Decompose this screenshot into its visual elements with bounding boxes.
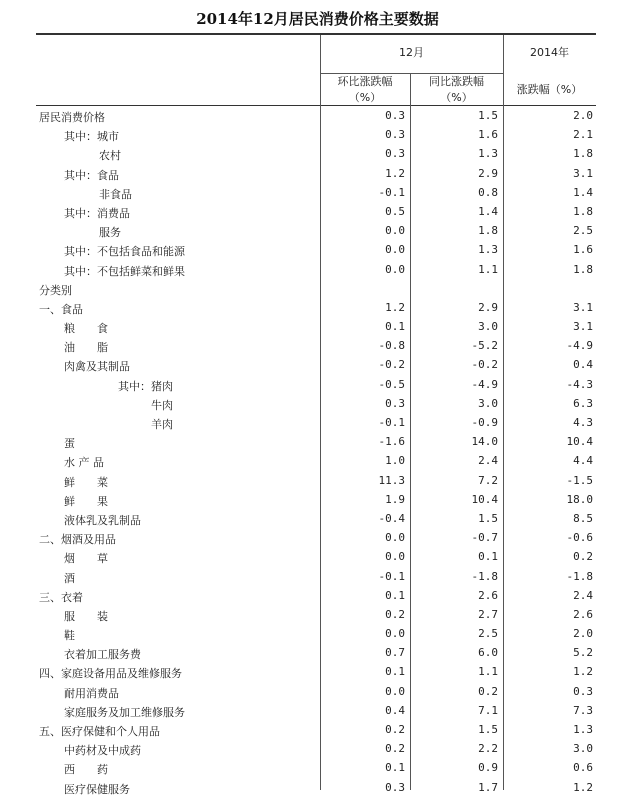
cell-yoy: 0.2	[478, 684, 498, 698]
cell-year: 6.3	[573, 396, 593, 410]
table-top-rule	[36, 33, 596, 35]
cell-year: 2.1	[573, 128, 593, 142]
header-yoy-unit: （%）	[440, 91, 473, 104]
cell-year: -4.3	[566, 377, 593, 391]
row-label: 粮 食	[64, 322, 108, 336]
row-label: 其中：猪肉	[118, 379, 173, 393]
cell-mom: 0.1	[385, 761, 405, 775]
header-mom-label: 环比涨跌幅	[337, 75, 393, 88]
row-label: 中药材及中成药	[64, 744, 141, 758]
cell-year: 5.2	[573, 646, 593, 660]
cell-yoy: 0.8	[478, 185, 498, 199]
table-row	[36, 548, 596, 567]
header-bottom-rule	[36, 105, 596, 106]
cell-year: 1.8	[573, 147, 593, 161]
cell-yoy: 2.2	[478, 742, 498, 756]
cell-year: 2.4	[573, 588, 593, 602]
cell-yoy: 10.4	[471, 492, 498, 506]
table-row	[36, 683, 596, 702]
row-label: 四、家庭设备用品及维修服务	[39, 667, 182, 681]
table-row	[36, 395, 596, 414]
cell-yoy: 7.2	[478, 473, 498, 487]
row-label: 牛肉	[118, 398, 173, 412]
row-label: 液体乳及乳制品	[64, 513, 141, 527]
table-row	[36, 165, 596, 184]
table-row	[36, 606, 596, 625]
cell-mom: 0.2	[385, 607, 405, 621]
row-label: 羊肉	[118, 418, 173, 431]
cell-mom: -1.6	[378, 435, 405, 449]
cell-yoy: 1.3	[478, 147, 498, 161]
cell-yoy: 2.6	[478, 588, 498, 602]
cell-year: 0.2	[573, 550, 593, 564]
header-yoy	[410, 74, 503, 106]
row-label: 其中：食品	[64, 168, 119, 182]
cell-yoy: 1.1	[478, 665, 498, 679]
table-row	[36, 241, 596, 260]
cell-year: -1.8	[566, 569, 593, 583]
table-row	[36, 299, 596, 318]
row-label: 其中：消费品	[64, 206, 130, 220]
row-label: 衣着加工服务费	[64, 648, 141, 662]
cell-mom: 0.2	[385, 723, 405, 736]
cell-mom: -0.4	[378, 511, 405, 525]
row-label: 酒	[64, 571, 75, 585]
cell-yoy: 1.7	[478, 780, 498, 794]
row-label: 鲜 菜	[64, 475, 108, 489]
header-month: 12月	[399, 46, 424, 59]
row-label: 鲜 果	[64, 494, 108, 508]
table-row	[36, 452, 596, 471]
row-label: 三、衣着	[39, 590, 83, 604]
table-row	[36, 203, 596, 222]
table-row	[36, 280, 596, 299]
table-row	[36, 184, 596, 203]
cell-year: 1.4	[573, 185, 593, 199]
cell-mom: 0.0	[385, 627, 405, 641]
data-table-body	[36, 107, 596, 798]
cell-year: 2.5	[573, 224, 593, 238]
row-label: 油 脂	[64, 341, 108, 355]
cell-year: 0.3	[573, 684, 593, 698]
cell-mom: 0.3	[385, 780, 405, 794]
table-row	[36, 740, 596, 759]
row-label: 其中：不包括食品和能源	[64, 245, 185, 259]
header-year-change: 涨跌幅（%）	[516, 83, 583, 96]
row-label: 农村	[99, 149, 121, 163]
cell-yoy: 1.5	[478, 109, 498, 122]
cell-year: 2.0	[573, 627, 593, 641]
cell-mom: 0.3	[385, 147, 405, 161]
cell-yoy: 1.3	[478, 243, 498, 257]
table-row	[36, 414, 596, 433]
cell-year: 1.8	[573, 204, 593, 218]
table-row	[36, 491, 596, 510]
cell-yoy: -0.2	[471, 358, 498, 372]
row-label: 分类别	[39, 283, 72, 297]
header-mom-unit: （%）	[348, 91, 382, 104]
cell-yoy: -0.7	[471, 531, 498, 545]
cell-yoy: 1.6	[478, 128, 498, 142]
table-row	[36, 625, 596, 644]
table-row	[36, 721, 596, 740]
header-mom	[320, 74, 410, 106]
row-label: 西 药	[64, 763, 108, 777]
row-label: 水 产 品	[64, 456, 104, 470]
cell-mom: 0.3	[385, 109, 405, 122]
row-label: 肉禽及其制品	[64, 360, 130, 374]
table-row	[36, 126, 596, 145]
cell-year: -0.6	[566, 531, 593, 545]
cell-yoy: 14.0	[471, 435, 498, 449]
cell-year: 4.4	[573, 454, 593, 468]
cell-yoy: 7.1	[478, 703, 498, 717]
cell-yoy: 3.0	[478, 320, 498, 334]
row-label: 五、医疗保健和个人用品	[39, 725, 160, 738]
cell-yoy: -4.9	[471, 377, 498, 391]
cell-mom: 0.0	[385, 243, 405, 257]
cell-mom: 0.7	[385, 646, 405, 660]
cell-mom: 0.0	[385, 224, 405, 238]
row-label: 其中：不包括鲜菜和鲜果	[64, 264, 185, 278]
cell-mom: 0.4	[385, 703, 405, 717]
cell-mom: -0.5	[378, 377, 405, 391]
table-row	[36, 356, 596, 375]
cell-mom: 0.1	[385, 320, 405, 334]
cell-yoy: 2.7	[478, 607, 498, 621]
row-label: 居民消费价格	[39, 111, 105, 124]
cell-mom: -0.1	[378, 416, 405, 429]
table-row	[36, 472, 596, 491]
cell-mom: -0.2	[378, 358, 405, 372]
cell-yoy: -1.8	[471, 569, 498, 583]
cell-yoy: -5.2	[471, 339, 498, 353]
table-row	[36, 337, 596, 356]
cell-year: 3.1	[573, 300, 593, 314]
table-row	[36, 145, 596, 164]
cell-yoy: 2.5	[478, 627, 498, 641]
cell-mom: 0.0	[385, 550, 405, 564]
table-row	[36, 568, 596, 587]
page-title: 2014年12月居民消费价格主要数据	[196, 10, 439, 28]
cell-year: 1.2	[573, 780, 593, 794]
cell-mom: 0.1	[385, 588, 405, 602]
cell-mom: 0.0	[385, 531, 405, 545]
row-label: 蛋	[64, 437, 75, 451]
table-row	[36, 318, 596, 337]
table-row	[36, 702, 596, 721]
cell-mom: 0.0	[385, 684, 405, 698]
table-row	[36, 222, 596, 241]
row-label: 服务	[99, 226, 121, 240]
cell-mom: -0.8	[378, 339, 405, 353]
cell-year: -1.5	[566, 473, 593, 487]
row-label: 服 装	[64, 609, 108, 623]
row-label: 医疗保健服务	[64, 782, 130, 796]
table-row	[36, 779, 596, 798]
cell-year: 1.8	[573, 262, 593, 276]
row-label: 非食品	[99, 187, 132, 201]
cell-mom: 1.2	[385, 166, 405, 180]
row-label: 耐用消费品	[64, 686, 119, 700]
cell-yoy: 6.0	[478, 646, 498, 660]
cell-yoy: 2.4	[478, 454, 498, 468]
cell-year: 2.6	[573, 607, 593, 621]
cell-yoy: 0.9	[478, 761, 498, 775]
table-row	[36, 376, 596, 395]
cell-year: 2.0	[573, 109, 593, 122]
cell-mom: -0.1	[378, 185, 405, 199]
cell-mom: -0.1	[378, 569, 405, 583]
row-label: 二、烟酒及用品	[39, 533, 116, 547]
cell-year: -4.9	[566, 339, 593, 353]
cell-year: 3.1	[573, 166, 593, 180]
row-label: 家庭服务及加工维修服务	[64, 705, 185, 719]
cell-mom: 11.3	[378, 473, 405, 487]
row-label: 鞋	[64, 629, 75, 643]
table-row	[36, 644, 596, 663]
cell-yoy: 1.1	[478, 262, 498, 276]
row-label: 一、食品	[39, 302, 83, 316]
cell-mom: 0.3	[385, 396, 405, 410]
table-row	[36, 529, 596, 548]
cell-mom: 0.2	[385, 742, 405, 756]
row-label: 烟 草	[64, 552, 108, 566]
cell-mom: 0.3	[385, 128, 405, 142]
cell-mom: 1.0	[385, 454, 405, 468]
cell-year: 0.4	[573, 358, 593, 372]
cell-yoy: 1.8	[478, 224, 498, 238]
cell-year: 3.0	[573, 742, 593, 756]
cell-year: 10.4	[566, 435, 593, 449]
cell-year: 1.6	[573, 243, 593, 257]
cell-yoy: 2.9	[478, 166, 498, 180]
table-row	[36, 663, 596, 682]
cell-mom: 0.0	[385, 262, 405, 276]
cell-year: 7.3	[573, 703, 593, 717]
cell-yoy: 1.5	[478, 723, 498, 736]
cell-mom: 0.5	[385, 204, 405, 218]
cell-yoy: 3.0	[478, 396, 498, 410]
cell-year: 3.1	[573, 320, 593, 334]
cell-year: 4.3	[573, 416, 593, 429]
cell-year: 0.6	[573, 761, 593, 775]
cell-yoy: 1.5	[478, 511, 498, 525]
header-yoy-label: 同比涨跌幅	[429, 75, 484, 88]
table-row	[36, 433, 596, 452]
cell-year: 8.5	[573, 511, 593, 525]
row-label: 其中：城市	[64, 130, 119, 144]
cell-mom: 0.1	[385, 665, 405, 679]
cell-mom: 1.2	[385, 300, 405, 314]
cell-mom: 1.9	[385, 492, 405, 506]
cell-yoy: 0.1	[478, 550, 498, 564]
cell-yoy: 1.4	[478, 204, 498, 218]
table-row	[36, 510, 596, 529]
cell-year: 18.0	[566, 492, 593, 506]
cell-year: 1.3	[573, 723, 593, 736]
cell-yoy: 2.9	[478, 300, 498, 314]
table-row	[36, 587, 596, 606]
header-year: 2014年	[530, 46, 569, 59]
table-row	[36, 261, 596, 280]
cell-year: 1.2	[573, 665, 593, 679]
table-row	[36, 759, 596, 778]
cell-yoy: -0.9	[471, 416, 498, 429]
table-row	[36, 107, 596, 126]
